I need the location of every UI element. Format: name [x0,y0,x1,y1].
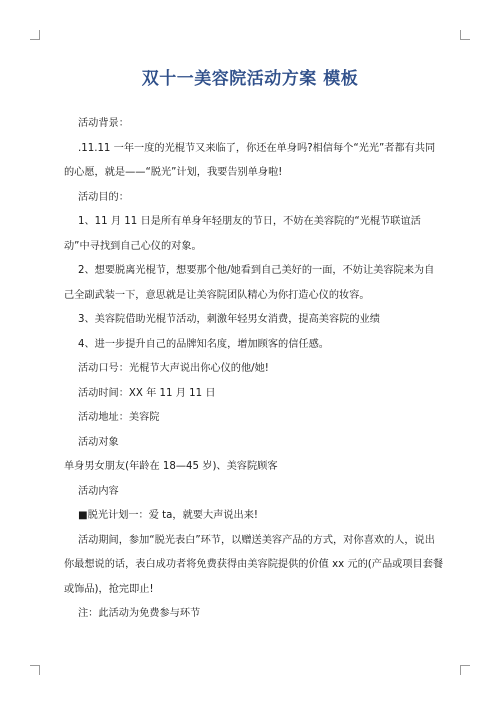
paragraph-purpose-1: 1、11 月 11 日是所有单身年轻朋友的节日，不妨在美容院的“光棍节联谊活动”中寻找到自己心仪的对象。 [64,216,421,252]
paragraph-plan-one: 活动期间，参加“脱光表白”环节，以赠送美容产品的方式，对你喜欢的人，说出你最想说的话，表白成功者将免费获得由美容院提供的价值 xx 元的(产品或项目套餐或饰品)，抢完即止! [64,534,444,595]
heading-background: 活动背景： [78,118,129,129]
document-body [64,112,444,627]
document-title: 双十一美容院活动方案 模板 [141,69,359,89]
address-line: 活动地址：美容院 [78,412,160,423]
paragraph-purpose-2: 2、想要脱离光棍节，想要那个他/她看到自己美好的一面，不妨让美容院来为自己全副武装一下，意思就是让美容院团队精心为你打造心仪的妆容。 [64,265,435,301]
note-line: 注：此活动为免费参与环节 [78,608,201,619]
paragraph-audience: 单身男女朋友(年龄在 18—45 岁)、美容院顾客 [64,461,278,472]
crop-mark-bottom-left [30,665,40,675]
paragraph-purpose-4: 4、进一步提升自己的品牌知名度，增加顾客的信任感。 [78,338,329,350]
crop-mark-bottom-right [460,665,470,675]
plan-one-heading: ■脱光计划一：爱 ta，就要大声说出来! [78,510,258,521]
slogan-line: 活动口号：光棍节大声说出你心仪的他/她! [78,363,269,374]
heading-audience: 活动对象 [78,436,119,448]
time-line: 活动时间：XX 年 11 月 11 日 [78,387,216,399]
paragraph-background: .11.11 一年一度的光棍节又来临了，你还在单身吗?相信每个“光光”者都有共同的心愿，就是——“脱光”计划，我要告别单身啦! [64,142,436,178]
crop-mark-top-left [30,30,40,40]
paragraph-purpose-3: 3、美容院借助光棍节活动，刺激年轻男女消费，提高美容院的业绩 [78,314,380,325]
heading-content: 活动内容 [78,485,119,497]
crop-mark-top-right [460,30,470,40]
heading-purpose: 活动目的： [78,191,129,203]
